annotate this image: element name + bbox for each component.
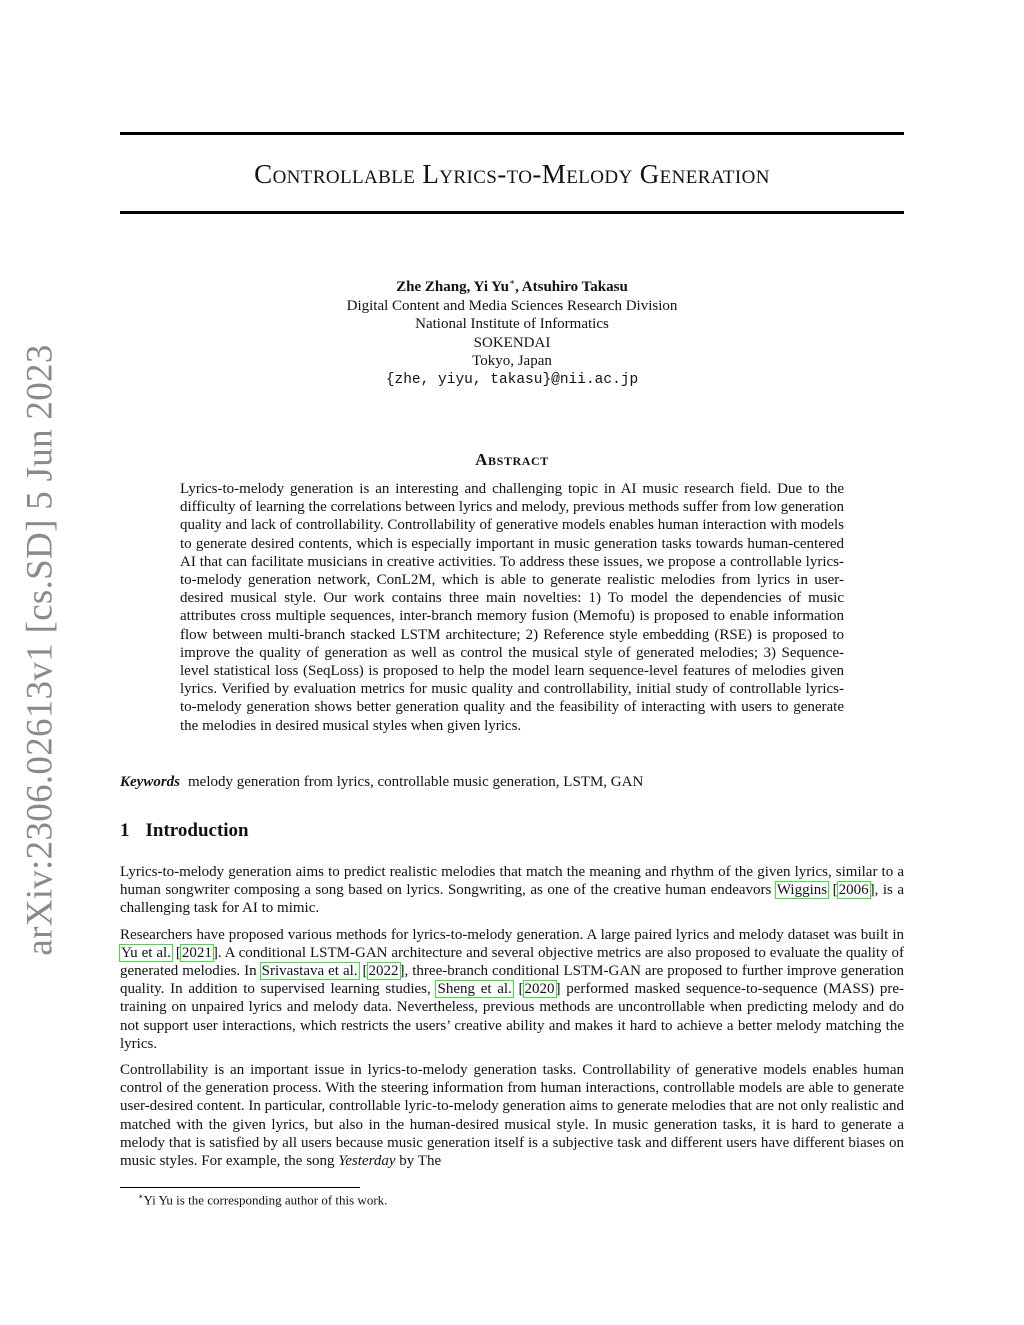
paragraph: [120, 1061, 904, 1170]
section-heading: [120, 820, 249, 842]
text-run: [: [358, 963, 368, 980]
citation-link[interactable]: Wiggins: [776, 882, 828, 899]
text-run: Researchers have proposed various methods for lyrics-to-melody generation. A large paired lyrics and melody dataset was built in: [120, 926, 904, 943]
paragraph: [120, 863, 904, 918]
song-title: Yesterday: [338, 1153, 396, 1170]
footnote-mark: ∗: [138, 1192, 144, 1201]
keywords-line: [120, 774, 904, 791]
text-run: Controllability is an important issue in lyrics-to-melody generation tasks. Controllability of generative models enables human control of the generation process. With the steering information from human interactions, controllable models are able to generate user-desired content. In particular, controllable lyric-to-melody generation aims to generate melodies that are not only realistic and matched with the given lyrics, but also in the human-desired musical style. In music generation tasks, it is hard to generate a melody that is satisfied by all users because music generation itself is a subjective task and different users have different biases on music styles. For example, the song: [120, 1062, 904, 1170]
author-email: {zhe, yiyu, takasu}@nii.ac.jp: [385, 371, 639, 388]
citation-link[interactable]: Sheng et al.: [437, 981, 512, 998]
citation-year-link[interactable]: 2022: [368, 963, 399, 980]
footnote: [138, 1192, 387, 1208]
affiliation-line: National Institute of Informatics: [415, 316, 609, 332]
footnote-text: Yi Yu is the corresponding author of this work.: [143, 1192, 388, 1208]
text-run: [: [171, 944, 181, 961]
text-run: ] performed masked sequence-to-sequence (MASS) pre-training on unpaired lyrics and melody data. Nevertheless, previous methods are uncontrollable when predicting melody and do not support user interactions, which restricts the users’ creative ability and makes it hard to achieve a better melody matching the lyrics.: [120, 981, 904, 1052]
paper-title: Controllable Lyrics-to-Melody Generation: [254, 159, 770, 189]
text-run: by The: [395, 1153, 442, 1170]
author-block: [120, 273, 904, 389]
affiliation-line: SOKENDAI: [473, 334, 551, 351]
author-names-first: Zhe Zhang, Yi Yu: [396, 279, 509, 295]
arxiv-identifier: arXiv:2306.02613v1 [cs.SD] 5 Jun 2023: [19, 344, 61, 956]
section-number: 1: [120, 820, 130, 841]
citation-year-link[interactable]: 2020: [524, 981, 555, 998]
author-names: [120, 273, 904, 297]
text-run: [: [512, 981, 524, 998]
abstract-text: Lyrics-to-melody generation is an interesting and challenging topic in AI music research field. Due to the difficulty of learning the correlations between lyrics and melody, previous methods suffer from low generation quality and lack of controllability. Controllability of generative models enables human interaction with models to generate desired contents, which is especially important in music generation tasks towards human-centered AI that can facilitate musicians in creative activities. To address these issues, we propose a controllable lyrics-to-melody generation network, ConL2M, which is able to generate realistic melodies from lyrics in user-desired musical style. Our work contains three main novelties: 1) To model the dependencies of music attributes cross multiple sequences, inter-branch memory fusion (Memofu) is proposed to enable information flow between multi-branch stacked LSTM architecture; 2) Reference style embedding (RSE) is proposed to improve the quality of generation as well as control the musical style of generated melodies; 3) Sequence-level statistical loss (SeqLoss) is proposed to help the model learn sequence-level features of melodies given lyrics. Verified by evaluation metrics for music quality and controllability, initial study of controllable lyrics-to-melody generation shows better generation quality and the feasibility of interacting with users to generate the melodies in desired musical styles when given lyrics.: [180, 481, 844, 734]
citation-link[interactable]: Yu et al.: [121, 944, 171, 961]
title-top-rule: [120, 132, 904, 135]
body-text: [120, 863, 904, 1178]
affiliation-line: Tokyo, Japan: [472, 353, 552, 369]
text-run: Lyrics-to-melody generation aims to predict realistic melodies that match the meaning and rhythm of the given lyrics, similar to a human songwriter composing a song based on lyrics. Songwriting, as one of the creative human endeavors: [120, 864, 904, 899]
keywords-label: Keywords: [120, 774, 180, 790]
citation-link[interactable]: Srivastava et al.: [261, 963, 358, 980]
text-run: ], is a challenging task for AI to mimic.: [120, 882, 904, 917]
text-run: ]. A conditional LSTM-GAN architecture and several objective metrics are also proposed to evaluate the quality of generated melodies. In: [120, 944, 904, 980]
text-run: [: [828, 882, 838, 899]
footnote-rule: [120, 1187, 360, 1188]
citation-year-link[interactable]: 2021: [181, 944, 212, 961]
text-run: ], three-branch conditional LSTM-GAN are proposed to further improve generation quality. In addition to supervised learning studies,: [120, 963, 904, 998]
abstract-heading: Abstract: [475, 450, 549, 469]
title-bottom-rule: [120, 211, 904, 214]
author-names-rest: , Atsuhiro Takasu: [515, 279, 628, 295]
paragraph: [120, 926, 904, 1053]
section-title: Introduction: [145, 820, 249, 841]
citation-year-link[interactable]: 2006: [838, 882, 869, 899]
corresponding-author-mark: ∗: [508, 277, 516, 287]
keywords-text: melody generation from lyrics, controllable music generation, LSTM, GAN: [188, 774, 644, 790]
affiliation-line: Digital Content and Media Sciences Research Division: [346, 297, 678, 314]
